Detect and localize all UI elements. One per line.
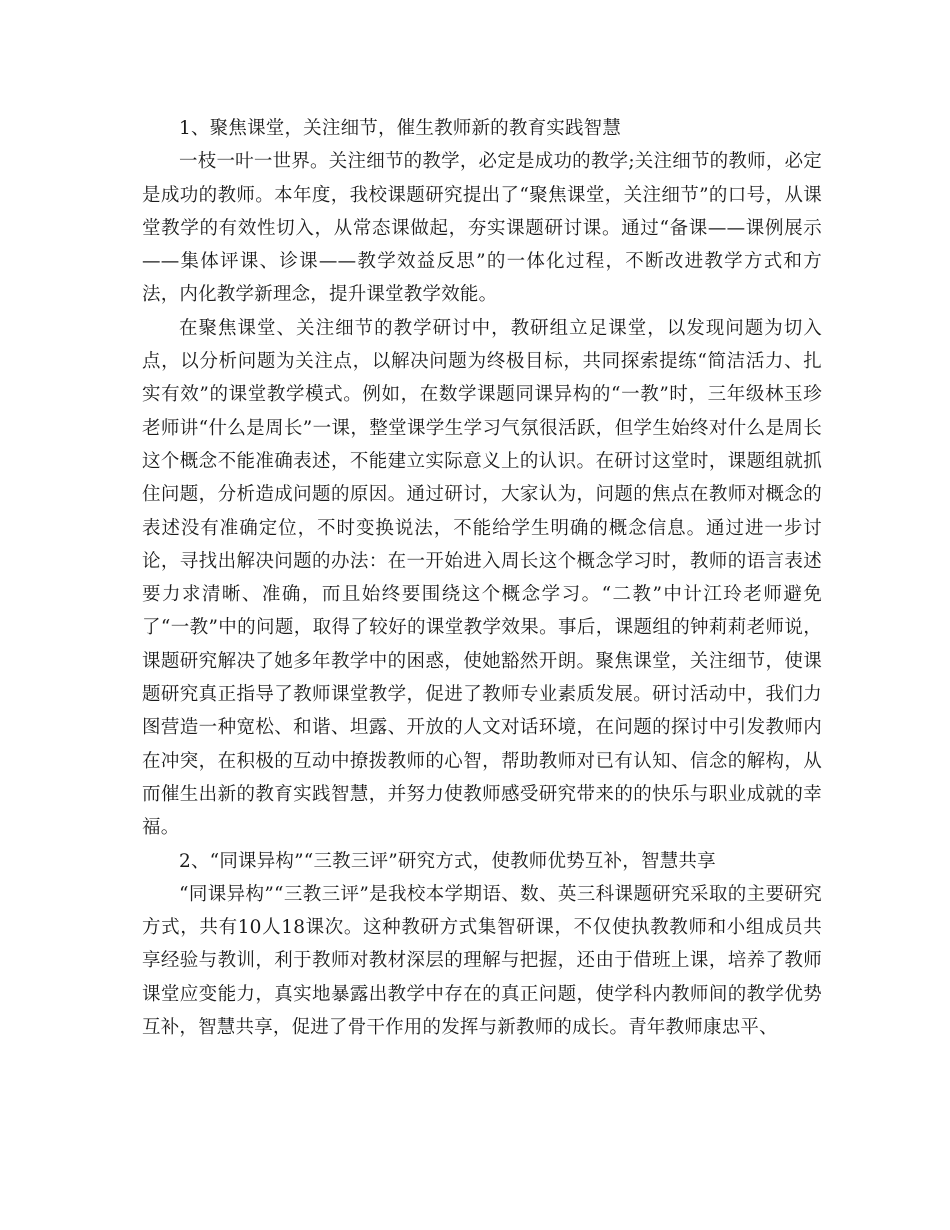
section-heading-1: 1、聚焦课堂，关注细节，催生教师新的教育实践智慧 [179,118,622,139]
section-heading-2: 2、“同课异构”“三教三评”研究方式，使教师优势互补，智慧共享 [179,850,716,872]
paragraph-2: 在聚焦课堂、关注细节的教学研讨中，教研组立足课堂，以发现问题为切入点，以分析问题为关注点，以解决问题为终极目标，共同探索提练“简洁活力、扎实有效”的课堂教学模式。例如，在数学课题同课异构的“一教”时，三年级林玉珍老师讲“什么是周长”一课，整堂课学生学习气氛很活跃，但学生始终对什么是周长这个概念不能准确表述，不能建立实际意义上的认识。在研讨这堂时，课题组就抓住问题，分析造成问题的原因。通过研讨，大家认为，问题的焦点在教师对概念的表述没有准确定位，不时变换说法，不能给学生明确的概念信息。通过进一步讨论，寻找出解决问题的办法：在一开始进入周长这个概念学习时，教师的语言表述要力求清晰、准确，而且始终要围绕这个概念学习。“二教”中计江玲老师避免了“一教”中的问题，取得了较好的课堂教学效果。事后，课题组的钟莉莉老师说，课题研究解决了她多年教学中的困惑，使她豁然开朗。聚焦课堂，关注细节，使课题研究真正指导了教师课堂教学，促进了教师专业素质发展。研讨活动中，我们力图营造一种宽松、和谐、坦露、开放的人文对话环境，在问题的探讨中引发教师内在冲突，在积极的互动中撩拨教师的心智，帮助教师对已有认知、信念的解构，从而催生出新的教育实践智慧，并努力使教师感受研究带来的的快乐与职业成就的幸福。 [142,317,822,839]
paragraph-3: “同课异构”“三教三评”是我校本学期语、数、英三科课题研究采取的主要研究方式，共有10人18课次。这种教研方式集智研课，不仅使执教教师和小组成员共享经验与教训，利于教师对教材深层的理解与把握，还由于借班上课，培养了教师课堂应变能力，真实地暴露出教学中存在的真正问题，使学科内教师间的教学优势互补，智慧共享，促进了骨干作用的发挥与新教师的成长。青年教师康忠平、 [142,883,822,1039]
paragraph-1: 一枝一叶一世界。关注细节的教学，必定是成功的教学;关注细节的教师，必定是成功的教师。本年度，我校课题研究提出了“聚焦课堂，关注细节”的口号，从课堂教学的有效性切入，从常态课做起，夯实课题研讨课。通过“备课——课例展示——集体评课、诊课——教学效益反思”的一体化过程，不断改进教学方式和方法，内化教学新理念，提升课堂教学效能。 [142,151,822,306]
document-body [142,112,822,1044]
